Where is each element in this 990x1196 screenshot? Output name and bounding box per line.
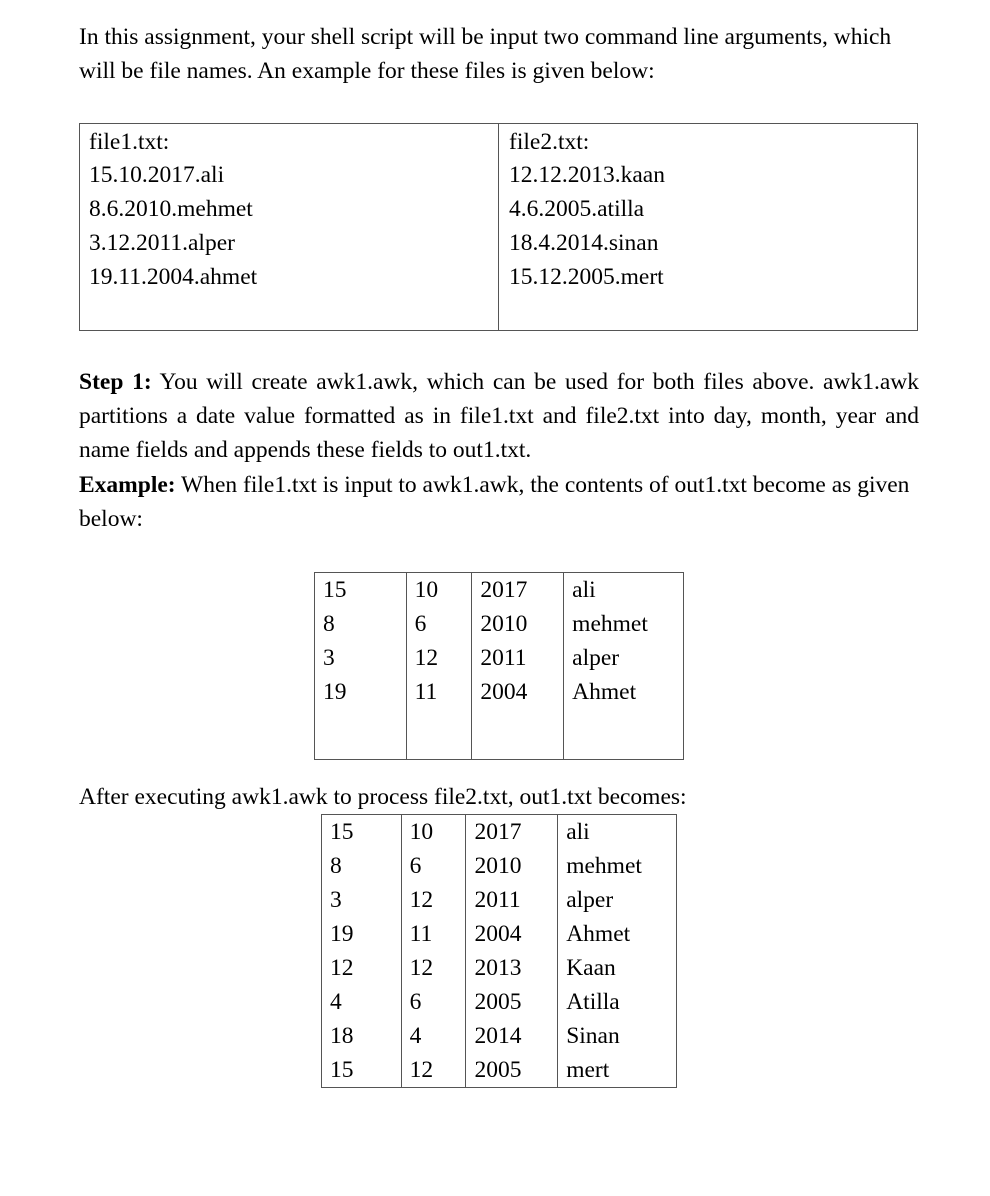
table-cell: Atilla (558, 985, 677, 1019)
table-cell: mehmet (558, 849, 677, 883)
files-table-divider (498, 123, 499, 331)
table-cell: Kaan (558, 951, 677, 985)
table-row (322, 815, 677, 850)
step1-label: Step 1: (79, 369, 152, 395)
table-cell (564, 709, 684, 760)
table-row (315, 607, 684, 641)
table-cell: 18 (322, 1019, 402, 1053)
table-cell: 2017 (472, 573, 564, 608)
table-cell: 10 (401, 815, 466, 850)
example-text: When file1.txt is input to awk1.awk, the contents of out1.txt become as given below: (79, 472, 910, 532)
table-cell: 15 (322, 815, 402, 850)
table-cell: 8 (322, 849, 402, 883)
table-row (322, 849, 677, 883)
after-paragraph: After executing awk1.awk to process file2.txt, out1.txt becomes: (79, 784, 687, 810)
table-cell: 4 (322, 985, 402, 1019)
table-cell: 19 (322, 917, 402, 951)
file1-header: file1.txt: (89, 129, 170, 155)
table-cell: Sinan (558, 1019, 677, 1053)
table-cell: 2010 (472, 607, 564, 641)
table-cell: 2011 (472, 641, 564, 675)
table-cell: 12 (406, 641, 472, 675)
table-cell: 11 (406, 675, 472, 709)
table-cell: Ahmet (558, 917, 677, 951)
file1-row: 3.12.2011.alper (89, 230, 235, 256)
table-cell: 2011 (466, 883, 558, 917)
file2-row: 15.12.2005.mert (509, 264, 664, 290)
table-cell: alper (558, 883, 677, 917)
table-cell: 2005 (466, 1053, 558, 1088)
file1-row: 8.6.2010.mehmet (89, 196, 253, 222)
file2-row: 4.6.2005.atilla (509, 196, 645, 222)
table-row (322, 1019, 677, 1053)
table-cell: 3 (315, 641, 407, 675)
table-cell: ali (564, 573, 684, 608)
table-cell: 2017 (466, 815, 558, 850)
table-cell (315, 709, 407, 760)
table-cell: 6 (406, 607, 472, 641)
intro-paragraph: In this assignment, your shell script will be input two command line arguments, which will be file names. An example for these files is given below: (79, 24, 892, 84)
table-cell: 2004 (472, 675, 564, 709)
table-cell: 12 (401, 883, 466, 917)
step1-text: You will create awk1.awk, which can be used for both files above. awk1.awk partitions a date value formatted as in file1.txt and file2.txt into day, month, year and name fields and appends these fields to out1.txt. (79, 369, 919, 463)
example-paragraph (79, 468, 919, 536)
table-cell: 2010 (466, 849, 558, 883)
table-cell: 2014 (466, 1019, 558, 1053)
out1-table-step1 (314, 572, 684, 760)
file2-row: 12.12.2013.kaan (509, 162, 665, 188)
table-empty-row (315, 709, 684, 760)
table-cell: 2013 (466, 951, 558, 985)
table-cell: 2005 (466, 985, 558, 1019)
table-cell: 6 (401, 849, 466, 883)
table-cell (406, 709, 472, 760)
table-cell (472, 709, 564, 760)
table-row (322, 985, 677, 1019)
table-cell: ali (558, 815, 677, 850)
step1-paragraph (79, 365, 919, 467)
table-cell: 11 (401, 917, 466, 951)
table-cell: Ahmet (564, 675, 684, 709)
table-row (322, 951, 677, 985)
table-cell: 12 (322, 951, 402, 985)
table-cell: 12 (401, 951, 466, 985)
table-cell: 8 (315, 607, 407, 641)
table-cell: 6 (401, 985, 466, 1019)
file1-row: 15.10.2017.ali (89, 162, 225, 188)
table-row (315, 573, 684, 608)
table-cell: 15 (315, 573, 407, 608)
out1-table-step2 (321, 814, 677, 1088)
file2-header: file2.txt: (509, 129, 590, 155)
table-row (322, 883, 677, 917)
table-cell: 12 (401, 1053, 466, 1088)
table-row (322, 1053, 677, 1088)
table-row (322, 917, 677, 951)
table-cell: 15 (322, 1053, 402, 1088)
table-cell: mehmet (564, 607, 684, 641)
table-cell: 19 (315, 675, 407, 709)
table-cell: 2004 (466, 917, 558, 951)
file1-row: 19.11.2004.ahmet (89, 264, 258, 290)
table-cell: 10 (406, 573, 472, 608)
table-cell: alper (564, 641, 684, 675)
table-row (315, 675, 684, 709)
example-label: Example: (79, 472, 176, 498)
table-row (315, 641, 684, 675)
table-cell: mert (558, 1053, 677, 1088)
file2-row: 18.4.2014.sinan (509, 230, 659, 256)
table-cell: 3 (322, 883, 402, 917)
table-cell: 4 (401, 1019, 466, 1053)
